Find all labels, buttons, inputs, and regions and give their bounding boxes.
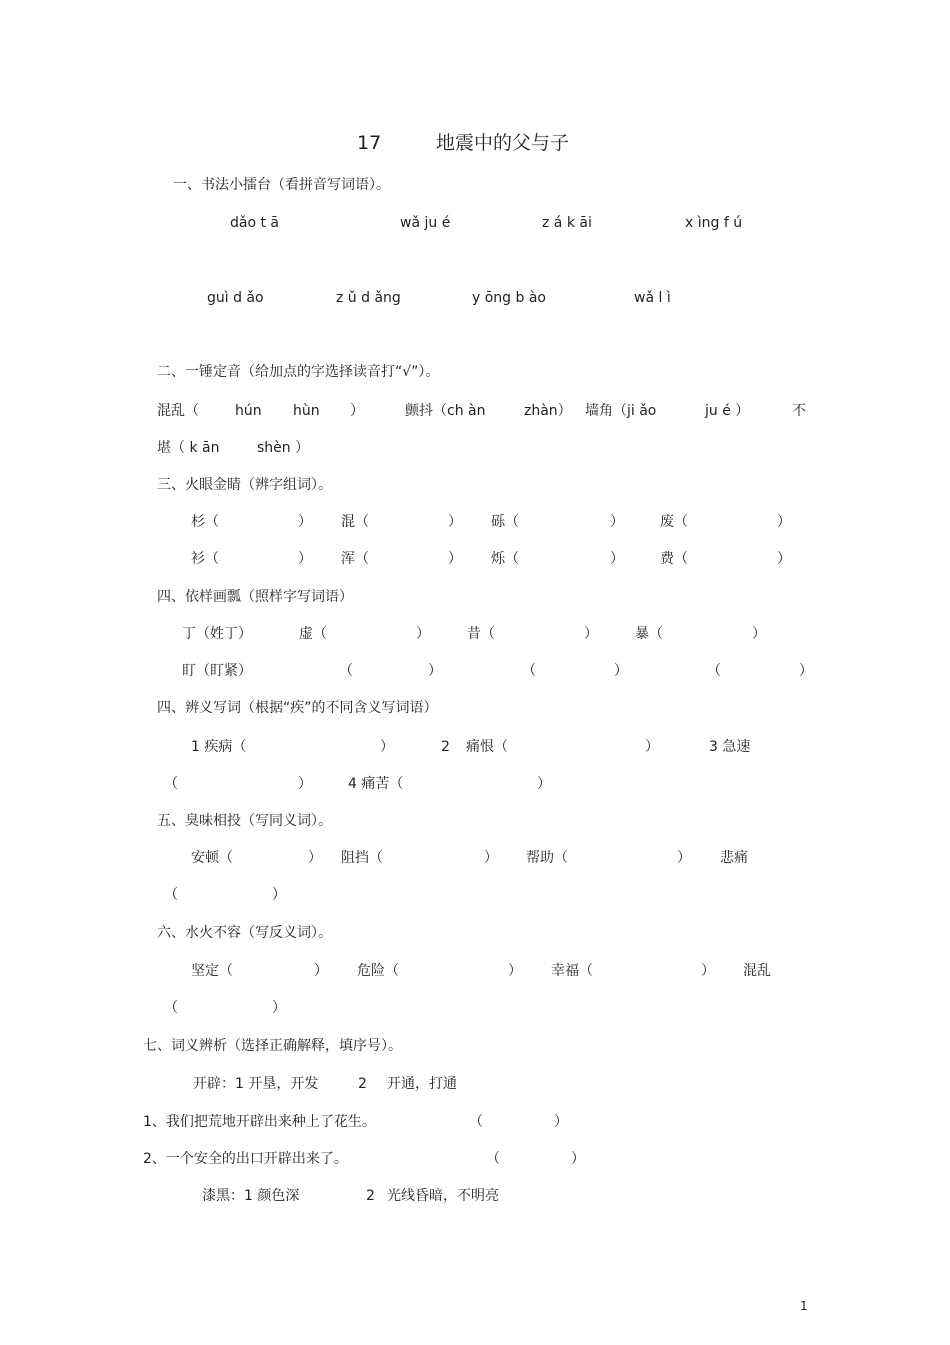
text-fragment: 2 — [366, 1188, 375, 1204]
text-fragment: 帮助（ — [526, 850, 568, 866]
text-fragment: 虚（ — [299, 626, 327, 642]
section-1-heading: 一、书法小擂台（看拼音写词语）。 — [173, 177, 390, 193]
text-fragment: 悲痛 — [720, 850, 748, 866]
page-title: 地震中的父与子 — [436, 132, 570, 154]
text-fragment: 阻挡（ — [341, 850, 383, 866]
pinyin-item: z ǔ d ǎng — [336, 290, 401, 306]
pinyin-item: wǎ ju é — [400, 215, 451, 231]
text-fragment: 衫（ — [191, 551, 219, 567]
section-2-heading: 二、一锤定音（给加点的字选择读音打“√”）。 — [157, 364, 440, 380]
text-fragment: ） — [610, 551, 624, 567]
text-fragment: 幸福（ — [551, 963, 593, 979]
text-fragment: 1、我们把荒地开辟出来种上了花生。 — [143, 1114, 376, 1130]
text-fragment: （ — [339, 663, 353, 679]
section-8-heading: 七、词义辨析（选择正确解释，填序号）。 — [143, 1038, 402, 1054]
text-fragment: （ — [469, 1114, 483, 1130]
pinyin-item: y ōng b ào — [472, 290, 546, 306]
text-fragment: zhàn） — [524, 403, 572, 419]
text-fragment: （ — [522, 663, 536, 679]
section-4-heading: 四、依样画瓢（照样字写词语） — [157, 589, 353, 605]
text-fragment: ） — [614, 663, 628, 679]
text-fragment: 3 急速 — [709, 739, 751, 755]
text-fragment: ） — [677, 850, 691, 866]
text-fragment: ） — [448, 514, 462, 530]
pinyin-item: dǎo t ā — [230, 215, 279, 231]
section-5-heading: 四、辨义写词（根据“疾”的不同含义写词语） — [157, 700, 438, 716]
text-fragment: hùn — [293, 403, 320, 419]
pinyin-item: x ìng f ú — [685, 215, 743, 231]
text-fragment: （ — [707, 663, 721, 679]
text-fragment: 光线昏暗，不明亮 — [387, 1188, 499, 1204]
text-fragment: ju é ） — [705, 403, 750, 419]
text-fragment: 2、一个安全的出口开辟出来了。 — [143, 1151, 348, 1167]
text-fragment: 颤抖（ch àn — [405, 403, 486, 419]
text-fragment: ） — [554, 1114, 568, 1130]
text-fragment: shèn ） — [257, 440, 310, 456]
text-fragment: ） — [308, 850, 322, 866]
text-fragment: ） — [298, 776, 312, 792]
text-fragment: 4 痛苦（ — [348, 776, 404, 792]
text-fragment: 废（ — [660, 514, 688, 530]
text-fragment: ） — [416, 626, 430, 642]
text-fragment: 安顿（ — [191, 850, 233, 866]
page-number: 1 — [800, 1299, 808, 1313]
text-fragment: 杉（ — [191, 514, 219, 530]
text-fragment: ） — [777, 551, 791, 567]
text-fragment: ） — [272, 887, 286, 903]
text-fragment: 开通，打通 — [387, 1076, 457, 1092]
text-fragment: 痛恨（ — [466, 739, 508, 755]
section-6-heading: 五、臭味相投（写同义词）。 — [157, 813, 332, 829]
text-fragment: ） — [508, 963, 522, 979]
text-fragment: ） — [571, 1151, 585, 1167]
text-fragment: ） — [799, 663, 813, 679]
text-fragment: ） — [752, 626, 766, 642]
text-fragment: 烁（ — [491, 551, 519, 567]
text-fragment: 丁（姓丁） — [182, 626, 252, 642]
text-fragment: 漆黑：1 颜色深 — [202, 1188, 300, 1204]
text-fragment: 危险（ — [357, 963, 399, 979]
text-fragment: ） — [537, 776, 551, 792]
text-fragment: （ — [486, 1151, 500, 1167]
text-fragment: ） — [380, 739, 394, 755]
text-fragment: ） — [645, 739, 659, 755]
text-fragment: 费（ — [660, 551, 688, 567]
text-fragment: ） — [298, 514, 312, 530]
text-fragment: 坚定（ — [191, 963, 233, 979]
text-fragment: 2 — [441, 739, 450, 755]
text-fragment: 混乱（ — [157, 403, 199, 419]
text-fragment: 混（ — [341, 514, 369, 530]
text-fragment: 砾（ — [491, 514, 519, 530]
pinyin-item: guì d ǎo — [207, 290, 264, 306]
section-3-heading: 三、火眼金睛（辨字组词）。 — [157, 477, 332, 493]
lesson-number: 17 — [357, 132, 382, 154]
text-fragment: （ — [164, 887, 178, 903]
text-fragment: ） — [314, 963, 328, 979]
text-fragment: （ — [164, 1000, 178, 1016]
text-fragment: ） — [272, 1000, 286, 1016]
text-fragment: 墙角（ji ǎo — [585, 403, 657, 419]
section-7-heading: 六、水火不容（写反义词）。 — [157, 925, 332, 941]
text-fragment: ） — [298, 551, 312, 567]
text-fragment: 堪（ k ān — [157, 440, 220, 456]
text-fragment: ） — [584, 626, 598, 642]
text-fragment: 不 — [792, 403, 806, 419]
text-fragment: 2 — [358, 1076, 367, 1092]
text-fragment: ） — [777, 514, 791, 530]
text-fragment: hún — [235, 403, 262, 419]
pinyin-item: z á k āi — [542, 215, 592, 231]
text-fragment: ） — [701, 963, 715, 979]
text-fragment: ） — [484, 850, 498, 866]
text-fragment: ） — [610, 514, 624, 530]
text-fragment: ） — [448, 551, 462, 567]
text-fragment: 1 疾病（ — [191, 739, 247, 755]
text-fragment: ） — [428, 663, 442, 679]
text-fragment: （ — [164, 776, 178, 792]
pinyin-item: wǎ l ì — [634, 290, 671, 306]
text-fragment: ） — [350, 403, 364, 419]
text-fragment: 暴（ — [635, 626, 663, 642]
text-fragment: 开辟：1 开垦，开发 — [193, 1076, 319, 1092]
text-fragment: 浑（ — [341, 551, 369, 567]
text-fragment: 盯（盯紧） — [182, 663, 252, 679]
text-fragment: 混乱 — [743, 963, 771, 979]
text-fragment: 昔（ — [467, 626, 495, 642]
